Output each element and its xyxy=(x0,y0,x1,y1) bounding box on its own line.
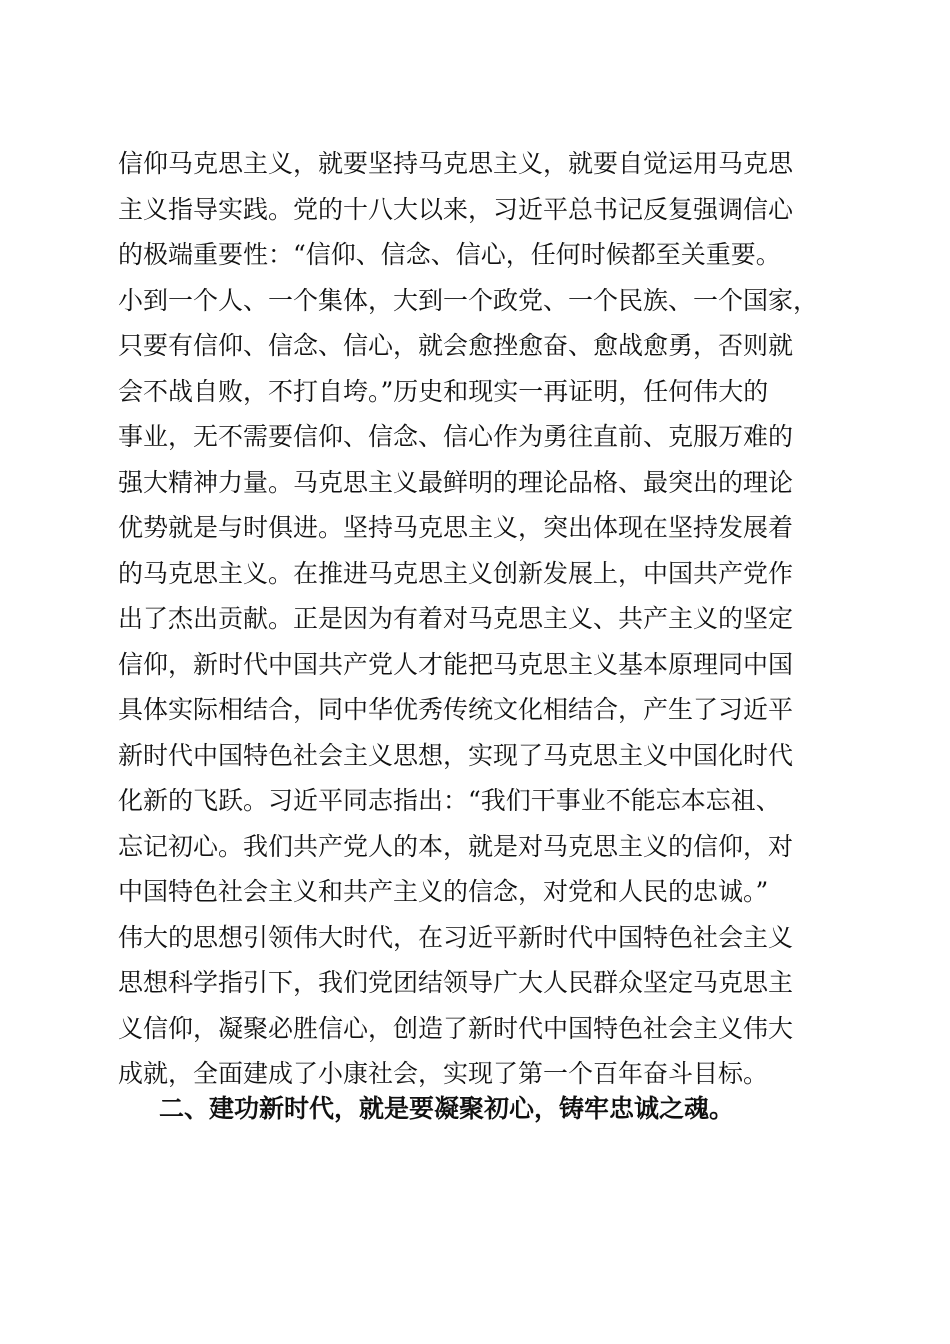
text-line: 主义指导实践。党的十八大以来，习近平总书记反复强调信心 xyxy=(118,194,794,224)
text-line: 思想科学指引下，我们党团结领导广大人民群众坚定马克思主 xyxy=(118,968,794,997)
text-line: 小到一个人、一个集体，大到一个政党、一个民族、一个国家， xyxy=(118,285,819,315)
text-line: 信仰马克思主义，就要坚持马克思主义，就要自觉运用马克思 xyxy=(118,149,794,178)
text-line: 中国特色社会主义和共产主义的信念，对党和人民的忠诚。” xyxy=(118,877,769,906)
section-heading: 二、建功新时代，就是要凝聚初心，铸牢忠诚之魂。 xyxy=(159,1094,735,1123)
text-line: 出了杰出贡献。正是因为有着对马克思主义、共产主义的坚定 xyxy=(118,604,794,633)
text-line: 伟大的思想引领伟大时代，在习近平新时代中国特色社会主义 xyxy=(118,922,794,952)
text-line: 的极端重要性：“信仰、信念、信心，任何时候都至关重要。 xyxy=(118,240,781,269)
text-line: 化新的飞跃。习近平同志指出：“我们干事业不能忘本忘祖、 xyxy=(118,786,781,815)
text-line: 义信仰，凝聚必胜信心，创造了新时代中国特色社会主义伟大 xyxy=(118,1013,794,1043)
text-line: 事业，无不需要信仰、信念、信心作为勇往直前、克服万难的 xyxy=(118,422,794,451)
text-line: 信仰，新时代中国共产党人才能把马克思主义基本原理同中国 xyxy=(118,649,794,679)
body-paragraph xyxy=(118,141,838,1097)
text-line: 只要有信仰、信念、信心，就会愈挫愈奋、愈战愈勇，否则就 xyxy=(118,331,794,360)
text-line: 成就，全面建成了小康社会，实现了第一个百年奋斗目标。 xyxy=(118,1059,769,1088)
text-line: 的马克思主义。在推进马克思主义创新发展上，中国共产党作 xyxy=(118,558,794,588)
text-line: 新时代中国特色社会主义思想，实现了马克思主义中国化时代 xyxy=(118,740,794,770)
text-line: 忘记初心。我们共产党人的本，就是对马克思主义的信仰，对 xyxy=(118,831,794,861)
text-line: 优势就是与时俱进。坚持马克思主义，突出体现在坚持发展着 xyxy=(118,513,794,542)
text-line: 会不战自败，不打自垮。”历史和现实一再证明，任何伟大的 xyxy=(118,376,769,406)
text-line: 强大精神力量。马克思主义最鲜明的理论品格、最突出的理论 xyxy=(118,467,794,497)
text-line: 具体实际相结合，同中华优秀传统文化相结合，产生了习近平 xyxy=(118,695,794,724)
